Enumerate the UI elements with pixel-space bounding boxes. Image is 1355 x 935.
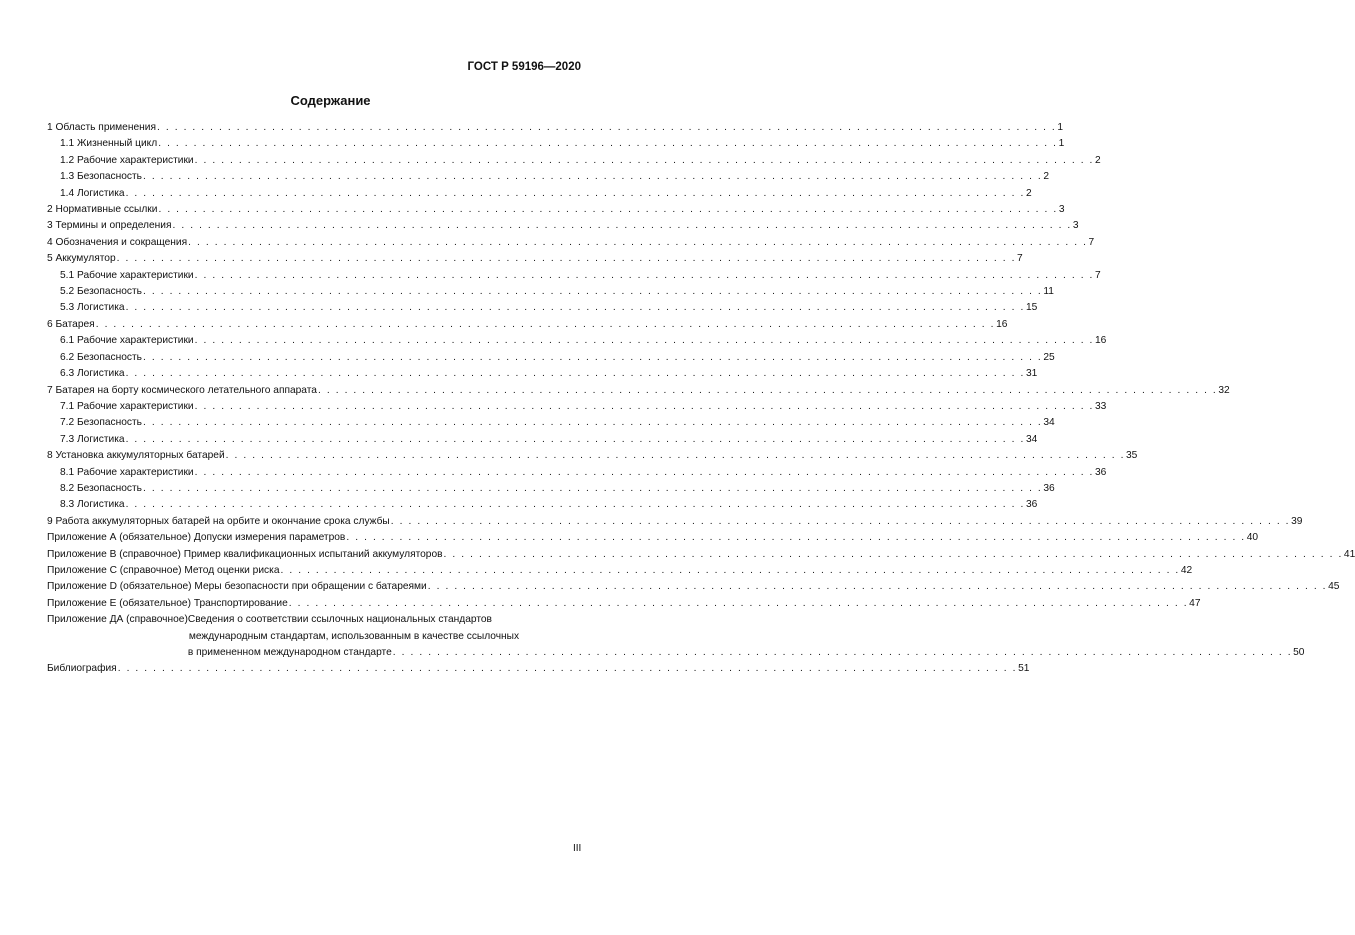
toc-entry (47, 497, 1038, 513)
toc-entry-label: 7 Батарея на борту космического летательного аппарата (47, 384, 317, 396)
toc-entry-label: 9 Работа аккумуляторных батарей на орбите и окончание срока службы (47, 515, 390, 527)
toc-leader-dots: . . . . . . . . . . . . . . . . . . . . . . . . . . . . . . . . . . . . . . . . . . . . . . . . . . . . . . . . . . . . . . . . . . . . . . . . . . . . . . . . . . . . . . . . . . . . . . . . . . . . . . (116, 253, 1017, 265)
toc-leader-dots: . . . . . . . . . . . . . . . . . . . . . . . . . . . . . . . . . . . . . . . . . . . . . . . . . . . . . . . . . . . . . . . . . . . . . . . . . . . . . . . . . . . . . . . . . . . . . . . . . . . . . . (142, 417, 1043, 429)
toc-entry-label: 1.1 Жизненный цикл (60, 138, 158, 150)
toc-entry (47, 547, 1355, 563)
toc-entry (47, 383, 1230, 399)
toc-entry (47, 268, 1101, 284)
toc-page-number: 7 (1017, 253, 1023, 265)
toc-entry-label: 7.2 Безопасность (60, 417, 142, 429)
toc-entry-label: 8.3 Логистика (60, 499, 125, 511)
toc-page-number: 36 (1025, 499, 1038, 511)
toc-entry-label: 5.1 Рабочие характеристики (60, 269, 194, 281)
toc-entry-label: 1.3 Безопасность (60, 171, 142, 183)
toc-entries (47, 120, 1355, 612)
toc-entry (47, 333, 1107, 349)
toc-entry-label: 4 Обозначения и сокращения (47, 236, 188, 248)
toc-entry-label: Приложение Е (обязательное) Транспортирование (47, 597, 288, 609)
toc-leader-dots: . . . . . . . . . . . . . . . . . . . . . . . . . . . . . . . . . . . . . . . . . . . . . . . . . . . . . . . . . . . . . . . . . . . . . . . . . . . . . . . . . . . . . . . . . . . . . . . . . . . . . . (225, 450, 1126, 462)
toc-leader-dots: . . . . . . . . . . . . . . . . . . . . . . . . . . . . . . . . . . . . . . . . . . . . . . . . . . . . . . . . . . . . . . . . . . . . . . . . . . . . . . . . . . . . . . . . . . . . . . . . . . . . . . (280, 564, 1180, 576)
toc-entry-label: 1.2 Рабочие характеристики (60, 154, 194, 166)
toc-page-number: 36 (1094, 466, 1107, 478)
toc-entry (47, 514, 1303, 530)
toc-leader-dots: . . . . . . . . . . . . . . . . . . . . . . . . . . . . . . . . . . . . . . . . . . . . . . . . . . . . . . . . . . . . . . . . . . . . . . . . . . . . . . . . . . . . . . . . . . . . . . . . . . . . . . (194, 269, 1094, 281)
toc-leader-dots: . . . . . . . . . . . . . . . . . . . . . . . . . . . . . . . . . . . . . . . . . . . . . . . . . . . . . . . . . . . . . . . . . . . . . . . . . . . . . . . . . . . . . . . . . . . . . . . . . . . . . . (156, 122, 1057, 133)
toc-entry-last-line (187, 645, 1305, 661)
toc-entry (47, 218, 1079, 234)
toc-leader-dots: . . . . . . . . . . . . . . . . . . . . . . . . . . . . . . . . . . . . . . . . . . . . . . . . . . . . . . . . . . . . . . . . . . . . . . . . . . . . . . . . . . . . . . . . . . . . . . . . . . . . . . (392, 647, 1293, 658)
toc-entry (47, 186, 1032, 202)
toc-page-number: 34 (1043, 417, 1055, 429)
toc-leader-dots: . . . . . . . . . . . . . . . . . . . . . . . . . . . . . . . . . . . . . . . . . . . . . . . . . . . . . . . . . . . . . . . . . . . . . . . . . . . . . . . . . . . . . . . . . . . . . . . . . . . . . . (142, 286, 1043, 298)
toc-entry-label: 5.3 Логистика (60, 302, 125, 314)
toc-leader-dots: . . . . . . . . . . . . . . . . . . . . . . . . . . . . . . . . . . . . . . . . . . . . . . . . . . . . . . . . . . . . . . . . . . . . . . . . . . . . . . . . . . . . . . . . . . . . . . . . . . . . . . (288, 597, 1189, 609)
toc-page-number: 40 (1246, 532, 1259, 544)
toc-entry (47, 317, 1008, 333)
toc-entry (47, 465, 1107, 481)
toc-entry-label: 5 Аккумулятор (47, 253, 116, 265)
toc-entry (47, 235, 1095, 251)
toc-entry-label: 3 Термины и определения (47, 220, 172, 232)
toc-entry (47, 563, 1193, 579)
toc-page-number: 2 (1043, 171, 1050, 183)
toc-leader-dots: . . . . . . . . . . . . . . . . . . . . . . . . . . . . . . . . . . . . . . . . . . . . . . . . . . . . . . . . . . . . . . . . . . . . . . . . . . . . . . . . . . . . . . . . . . . . . . . . . . . . . . (95, 318, 996, 330)
toc-entry (47, 120, 1064, 136)
toc-page-number: 36 (1043, 482, 1055, 494)
toc-entry (47, 596, 1201, 612)
toc-entry-label: 6.3 Логистика (60, 368, 125, 380)
toc-entry (47, 399, 1107, 415)
toc-page-number: 7 (1094, 269, 1101, 281)
toc-page-number: 11 (1043, 286, 1054, 298)
toc-leader-dots: . . . . . . . . . . . . . . . . . . . . . . . . . . . . . . . . . . . . . . . . . . . . . . . . . . . . . . . . . . . . . . . . . . . . . . . . . . . . . . . . . . . . . . . . . . . . . . . . . . . . . . (346, 532, 1246, 544)
toc-leader-dots: . . . . . . . . . . . . . . . . . . . . . . . . . . . . . . . . . . . . . . . . . . . . . . . . . . . . . . . . . . . . . . . . . . . . . . . . . . . . . . . . . . . . . . . . . . . . . . . . . . . . . . (158, 204, 1058, 216)
toc-page-number: 45 (1328, 581, 1340, 593)
toc-leader-dots: . . . . . . . . . . . . . . . . . . . . . . . . . . . . . . . . . . . . . . . . . . . . . . . . . . . . . . . . . . . . . . . . . . . . . . . . . . . . . . . . . . . . . . . . . . . . . . . . . . . . . . (142, 171, 1043, 183)
toc-entry (47, 284, 1054, 300)
toc-entry (47, 350, 1055, 366)
toc-entry-label: 2 Нормативные ссылки (47, 204, 158, 216)
toc-page-number: 41 (1343, 548, 1355, 560)
toc-page-number: 15 (1025, 302, 1038, 314)
toc-leader-dots: . . . . . . . . . . . . . . . . . . . . . . . . . . . . . . . . . . . . . . . . . . . . . . . . . . . . . . . . . . . . . . . . . . . . . . . . . . . . . . . . . . . . . . . . . . . . . . . . . . . . . . (142, 351, 1043, 363)
toc-entry (47, 251, 1023, 267)
toc-page-number: 7 (1088, 236, 1095, 248)
toc-page-number: 39 (1291, 515, 1303, 527)
toc-entry-label: 6 Батарея (47, 318, 95, 330)
toc-leader-dots: . . . . . . . . . . . . . . . . . . . . . . . . . . . . . . . . . . . . . . . . . . . . . . . . . . . . . . . . . . . . . . . . . . . . . . . . . . . . . . . . . . . . . . . . . . . . . . . . . . . . . . (125, 499, 1025, 511)
toc-entry-label: Приложение В (справочное) Пример квалификационных испытаний аккумуляторов (47, 548, 443, 560)
toc-entry-line: международным стандартам, использованным в качестве ссылочных (188, 630, 520, 642)
toc-page-number: 35 (1126, 450, 1138, 462)
toc-entry-label: Приложение D (обязательное) Меры безопасности при обращении с батареями (47, 581, 427, 593)
toc-page-number: 3 (1072, 220, 1079, 232)
table-of-contents (47, 120, 1355, 678)
toc-leader-dots: . . . . . . . . . . . . . . . . . . . . . . . . . . . . . . . . . . . . . . . . . . . . . . . . . . . . . . . . . . . . . . . . . . . . . . . . . . . . . . . . . . . . . . . . . . . . . . . . . . . . . . (317, 384, 1218, 396)
toc-page-number: 50 (1293, 647, 1305, 658)
toc-page-number: 16 (1094, 335, 1107, 347)
toc-leader-dots: . . . . . . . . . . . . . . . . . . . . . . . . . . . . . . . . . . . . . . . . . . . . . . . . . . . . . . . . . . . . . . . . . . . . . . . . . . . . . . . . . . . . . . . . . . . . . . . . . . . . . . (194, 400, 1094, 412)
toc-entry-label: 8.2 Безопасность (60, 482, 142, 494)
toc-entry-label: 5.2 Безопасность (60, 286, 142, 298)
toc-entry-label: 6.2 Безопасность (60, 351, 142, 363)
toc-page-number: 16 (996, 318, 1008, 330)
toc-page-number: 1 (1058, 138, 1065, 150)
toc-leader-dots: . . . . . . . . . . . . . . . . . . . . . . . . . . . . . . . . . . . . . . . . . . . . . . . . . . . . . . . . . . . . . . . . . . . . . . . . . . . . . . . . . . . . . . . . . . . . . . . . . . . . . . (194, 466, 1094, 478)
toc-entry (47, 432, 1038, 448)
toc-page-number: 42 (1180, 564, 1193, 576)
toc-leader-dots: . . . . . . . . . . . . . . . . . . . . . . . . . . . . . . . . . . . . . . . . . . . . . . . . . . . . . . . . . . . . . . . . . . . . . . . . . . . . . . . . . . . . . . . . . . . . . . . . . . . . . . (125, 302, 1025, 314)
toc-page-number: 31 (1025, 368, 1038, 380)
toc-page-number: 47 (1189, 597, 1201, 609)
toc-leader-dots: . . . . . . . . . . . . . . . . . . . . . . . . . . . . . . . . . . . . . . . . . . . . . . . . . . . . . . . . . . . . . . . . . . . . . . . . . . . . . . . . . . . . . . . . . . . . . . . . . . . . . . (390, 515, 1291, 527)
toc-leader-dots: . . . . . . . . . . . . . . . . . . . . . . . . . . . . . . . . . . . . . . . . . . . . . . . . . . . . . . . . . . . . . . . . . . . . . . . . . . . . . . . . . . . . . . . . . . . . . . . . . . . . . . (427, 581, 1328, 593)
toc-entry (47, 136, 1065, 152)
toc-leader-dots: . . . . . . . . . . . . . . . . . . . . . . . . . . . . . . . . . . . . . . . . . . . . . . . . . . . . . . . . . . . . . . . . . . . . . . . . . . . . . . . . . . . . . . . . . . . . . . . . . . . . . . (142, 482, 1043, 494)
toc-entry (47, 481, 1055, 497)
toc-leader-dots: . . . . . . . . . . . . . . . . . . . . . . . . . . . . . . . . . . . . . . . . . . . . . . . . . . . . . . . . . . . . . . . . . . . . . . . . . . . . . . . . . . . . . . . . . . . . . . . . . . . . . . (125, 433, 1025, 445)
toc-page-number: 2 (1025, 187, 1032, 199)
toc-leader-dots: . . . . . . . . . . . . . . . . . . . . . . . . . . . . . . . . . . . . . . . . . . . . . . . . . . . . . . . . . . . . . . . . . . . . . . . . . . . . . . . . . . . . . . . . . . . . . . . . . . . . . . (125, 187, 1025, 199)
toc-entry (47, 530, 1259, 546)
toc-page-number: 33 (1094, 400, 1107, 412)
toc-leader-dots: . . . . . . . . . . . . . . . . . . . . . . . . . . . . . . . . . . . . . . . . . . . . . . . . . . . . . . . . . . . . . . . . . . . . . . . . . . . . . . . . . . . . . . . . . . . . . . . . . . . . . . (125, 368, 1025, 380)
toc-leader-dots: . . . . . . . . . . . . . . . . . . . . . . . . . . . . . . . . . . . . . . . . . . . . . . . . . . . . . . . . . . . . . . . . . . . . . . . . . . . . . . . . . . . . . . . . . . . . . . . . . . . . . . (443, 548, 1343, 560)
toc-entry-label: 1 Область применения (47, 122, 156, 133)
toc-page-number: 34 (1025, 433, 1038, 445)
toc-entry (47, 153, 1101, 169)
toc-entry (47, 415, 1055, 431)
toc-entry-label: 8.1 Рабочие характеристики (60, 466, 194, 478)
toc-page-number: 32 (1218, 384, 1230, 396)
page-title: Содержание (290, 93, 371, 108)
toc-entry-appendix-da (47, 612, 1305, 661)
toc-entry-label: 1.4 Логистика (60, 187, 125, 199)
toc-leader-dots: . . . . . . . . . . . . . . . . . . . . . . . . . . . . . . . . . . . . . . . . . . . . . . . . . . . . . . . . . . . . . . . . . . . . . . . . . . . . . . . . . . . . . . . . . . . . . . . . . . . . . . (194, 154, 1094, 166)
toc-entry-line: в примененном международном стандарте (187, 647, 392, 658)
toc-entry-label: Приложение С (справочное) Метод оценки риска (47, 564, 280, 576)
toc-page-number: 3 (1058, 204, 1065, 216)
toc-entry-label: Библиография (47, 663, 117, 675)
toc-entry-bibliography (47, 661, 1030, 677)
toc-entry-line: Сведения о соответствии ссылочных национальных стандартов (187, 614, 492, 626)
toc-page-number: 51 (1018, 663, 1030, 675)
toc-entry-body (187, 612, 1305, 661)
toc-entry-label: Приложение А (обязательное) Допуски измерения параметров (47, 532, 346, 544)
toc-entry (47, 300, 1038, 316)
toc-leader-dots: . . . . . . . . . . . . . . . . . . . . . . . . . . . . . . . . . . . . . . . . . . . . . . . . . . . . . . . . . . . . . . . . . . . . . . . . . . . . . . . . . . . . . . . . . . . . . . . . . . . . . . (172, 220, 1072, 232)
toc-entry-label: 8 Установка аккумуляторных батарей (47, 450, 225, 462)
toc-leader-dots: . . . . . . . . . . . . . . . . . . . . . . . . . . . . . . . . . . . . . . . . . . . . . . . . . . . . . . . . . . . . . . . . . . . . . . . . . . . . . . . . . . . . . . . . . . . . . . . . . . . . . . (117, 663, 1018, 675)
toc-entry (47, 366, 1038, 382)
toc-leader-dots: . . . . . . . . . . . . . . . . . . . . . . . . . . . . . . . . . . . . . . . . . . . . . . . . . . . . . . . . . . . . . . . . . . . . . . . . . . . . . . . . . . . . . . . . . . . . . . . . . . . . . . (188, 236, 1088, 248)
toc-entry-label: 7.3 Логистика (60, 433, 125, 445)
toc-entry (47, 169, 1050, 185)
toc-page-number: 2 (1094, 154, 1101, 166)
toc-entry-label: 6.1 Рабочие характеристики (60, 335, 194, 347)
toc-leader-dots: . . . . . . . . . . . . . . . . . . . . . . . . . . . . . . . . . . . . . . . . . . . . . . . . . . . . . . . . . . . . . . . . . . . . . . . . . . . . . . . . . . . . . . . . . . . . . . . . . . . . . . (158, 138, 1058, 150)
toc-entry (47, 579, 1340, 595)
toc-entry (47, 448, 1138, 464)
page-number: III (573, 843, 582, 854)
toc-entry-label: Приложение ДА (справочное) (47, 614, 188, 626)
toc-entry-label: 7.1 Рабочие характеристики (60, 400, 194, 412)
toc-page-number: 1 (1057, 122, 1064, 133)
toc-page-number: 25 (1043, 351, 1055, 363)
document-number: ГОСТ Р 59196—2020 (467, 61, 581, 73)
toc-entry (47, 202, 1065, 218)
toc-leader-dots: . . . . . . . . . . . . . . . . . . . . . . . . . . . . . . . . . . . . . . . . . . . . . . . . . . . . . . . . . . . . . . . . . . . . . . . . . . . . . . . . . . . . . . . . . . . . . . . . . . . . . . (194, 335, 1094, 347)
